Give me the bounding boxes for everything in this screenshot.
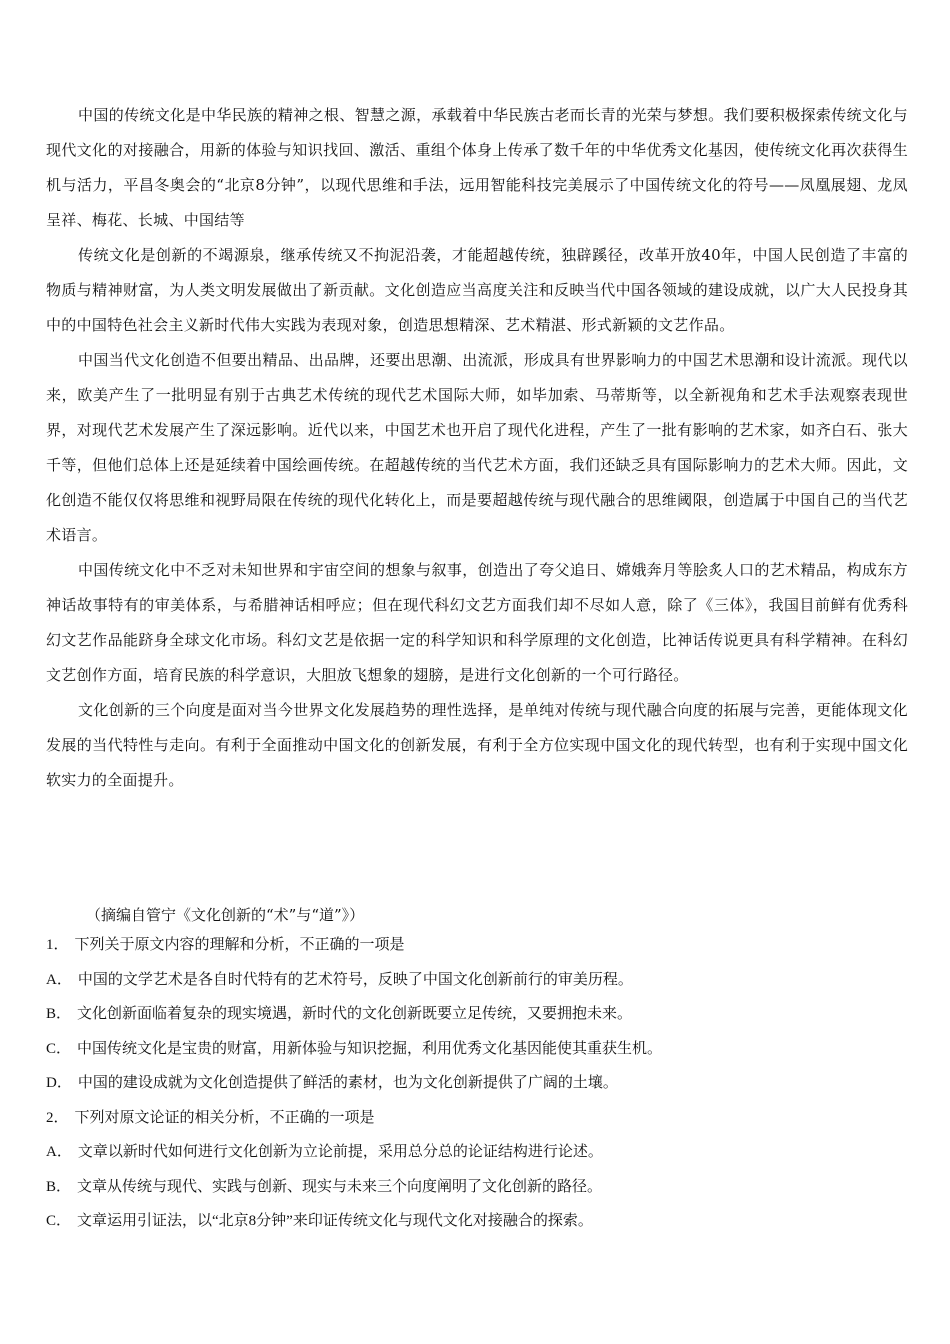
passage-paragraph-1: 中国的传统文化是中华民族的精神之根、智慧之源，承载着中华民族古老而长青的光荣与梦想。我们要积极探索传统文化与现代文化的对接融合，用新的体验与知识找回、激活、重组个体身上传承了数千年的中华优秀文化基因，使传统文化再次获得生机与活力，平昌冬奥会的“北京8分钟”，以现代思维和手法，远用智能科技完美展示了中国传统文化的符号——凤凰展翅、龙凤呈祥、梅花、长城、中国结等 bbox=[46, 106, 908, 229]
option-item bbox=[46, 1135, 908, 1170]
option-text: 文章从传统与现代、实践与创新、现实与未来三个向度阐明了文化创新的路径。 bbox=[77, 1178, 603, 1195]
option-letter: B． bbox=[46, 1006, 72, 1022]
option-text: 文章运用引证法，以“北京8分钟”来印证传统文化与现代文化对接融合的探索。 bbox=[77, 1213, 593, 1229]
option-text: 中国的文学艺术是各自时代特有的艺术符号，反映了中国文化创新前行的审美历程。 bbox=[77, 971, 633, 988]
option-letter: B． bbox=[46, 1178, 72, 1195]
option-item bbox=[46, 1032, 908, 1067]
question-number: 1． bbox=[46, 937, 69, 953]
passage-paragraph-5: 文化创新的三个向度是面对当今世界文化发展趋势的理性选择，是单纯对传统与现代融合向度的拓展与完善，更能体现文化发展的当代特性与走向。有利于全面推动中国文化的创新发展，有利于全方位实现中国文化的现代转型，也有利于实现中国文化软实力的全面提升。 bbox=[46, 701, 908, 789]
question-stem bbox=[46, 1101, 908, 1136]
passage-paragraph-3: 中国当代文化创造不但要出精品、出品牌，还要出思潮、出流派，形成具有世界影响力的中国艺术思潮和设计流派。现代以来，欧美产生了一批明显有别于古典艺术传统的现代艺术国际大师，如毕加索、马蒂斯等，以全新视角和艺术手法观察表现世界，对现代艺术发展产生了深远影响。近代以来，中国艺术也开启了现代化进程，产生了一批有影响的艺术家，如齐白石、张大千等，但他们总体上还是延续着中国绘画传统。在超越传统的当代艺术方面，我们还缺乏具有国际影响力的艺术大师。因此，文化创造不能仅仅将思维和视野局限在传统的现代化转化上，而是要超越传统与现代融合的思维阈限，创造属于中国自己的当代艺术语言。 bbox=[46, 351, 908, 544]
option-item bbox=[46, 1204, 908, 1239]
option-letter: D． bbox=[46, 1075, 72, 1091]
option-text: 中国传统文化是宝贵的财富，用新体验与知识挖掘，利用优秀文化基因能使其重获生机。 bbox=[77, 1040, 663, 1057]
question-number: 2． bbox=[46, 1109, 69, 1126]
option-letter: C． bbox=[46, 1213, 72, 1229]
option-letter: A． bbox=[46, 971, 72, 988]
option-item bbox=[46, 963, 908, 998]
option-item bbox=[46, 997, 908, 1032]
passage-paragraph-2: 传统文化是创新的不竭源泉，继承传统又不拘泥沿袭，才能超越传统，独辟蹊径，改革开放40年，中国人民创造了丰富的物质与精神财富，为人类文明发展做出了新贡献。文化创造应当高度关注和反映当代中国各领域的建设成就，以广大人民投身其中的中国特色社会主义新时代伟大实践为表现对象，创造思想精深、艺术精湛、形式新颖的文艺作品。 bbox=[46, 246, 908, 334]
option-item bbox=[46, 1066, 908, 1101]
passage-paragraph-4: 中国传统文化中不乏对未知世界和宇宙空间的想象与叙事，创造出了夸父追日、嫦娥奔月等脍炙人口的艺术精品，构成东方神话故事特有的审美体系，与希腊神话相呼应；但在现代科幻文艺方面我们却不尽如人意，除了《三体》，我国目前鲜有优秀科幻文艺作品能跻身全球文化市场。科幻文艺是依据一定的科学知识和科学原理的文化创造，比神话传说更具有科学精神。在科幻文艺创作方面，培育民族的科学意识，大胆放飞想象的翅膀，是进行文化创新的一个可行路径。 bbox=[46, 561, 908, 684]
reading-passage bbox=[46, 98, 908, 798]
question-text: 下列关于原文内容的理解和分析，不正确的一项是 bbox=[74, 937, 405, 953]
option-item bbox=[46, 1170, 908, 1205]
passage-source: （摘编自管宁《文化创新的“术”与“道”》） bbox=[86, 906, 365, 924]
option-letter: A． bbox=[46, 1144, 72, 1160]
question-stem bbox=[46, 928, 908, 963]
option-text: 文章以新时代如何进行文化创新为立论前提，采用总分总的论证结构进行论述。 bbox=[77, 1144, 603, 1160]
question-list bbox=[46, 928, 908, 1239]
option-text: 文化创新面临着复杂的现实境遇，新时代的文化创新既要立足传统，又要拥抱未来。 bbox=[77, 1006, 633, 1022]
question-text: 下列对原文论证的相关分析，不正确的一项是 bbox=[74, 1109, 375, 1126]
option-text: 中国的建设成就为文化创造提供了鲜活的素材，也为文化创新提供了广阔的土壤。 bbox=[77, 1075, 618, 1091]
option-letter: C． bbox=[46, 1040, 72, 1057]
